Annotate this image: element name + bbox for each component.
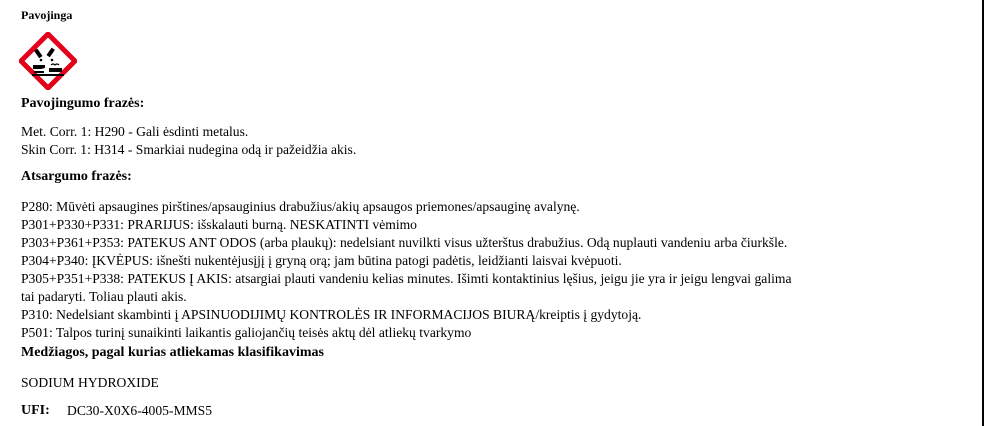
precautionary-statement-line: P280: Mūvėti apsaugines pirštines/apsauginius drabužius/akių apsaugos priemones/apsauginę avalynę.	[21, 199, 580, 214]
precautionary-statement-line: P310: Nedelsiant skambinti į APSINUODIJIMŲ KONTROLĖS IR INFORMACIJOS BIURĄ/kreiptis į gydytoją.	[21, 307, 642, 322]
substance-name: SODIUM HYDROXIDE	[21, 375, 159, 390]
hazard-statement-line: Skin Corr. 1: H314 - Smarkiai nudegina odą ir pažeidžia akis.	[21, 142, 357, 157]
hazard-statement-line: Met. Corr. 1: H290 - Gali ėsdinti metalus.	[21, 124, 249, 139]
precautionary-statement-line: P304+P340: ĮKVĖPUS: išnešti nukentėjusįjį į gryną orą; jam būtina patogi padėtis, leidžianti laisvai kvėpuoti.	[21, 253, 622, 268]
hazard-statements-title: Pavojingumo frazės:	[21, 96, 145, 111]
precautionary-statement-line: P501: Talpos turinį sunaikinti laikantis galiojančių teisės aktų dėl atliekų tvarkymo	[21, 325, 472, 340]
precautionary-statement-line: P301+P330+P331: PRARIJUS: išskalauti burną. NESKATINTI vėmimo	[21, 217, 417, 232]
substances-title: Medžiagos, pagal kurias atliekamas klasifikavimas	[21, 345, 324, 360]
ufi-label: UFI:	[21, 403, 50, 418]
precautionary-statement-line: tai padaryti. Toliau plauti akis.	[21, 289, 187, 304]
corrosion-icon	[19, 32, 77, 90]
precautionary-statements-title: Atsargumo frazės:	[21, 169, 132, 184]
precautionary-statement-line: P303+P361+P353: PATEKUS ANT ODOS (arba plaukų): nedelsiant nuvilkti visus užterštus drabužius. Odą nuplauti vandeniu arba čiurkšle.	[21, 235, 788, 250]
precautionary-statement-line: P305+P351+P338: PATEKUS Į AKIS: atsargiai plauti vandeniu kelias minutes. Išimti kontaktinius lęšius, jeigu jie yra ir jeigu lengvai galima	[21, 271, 792, 286]
signal-word: Pavojinga	[21, 8, 73, 22]
ufi-value: DC30-X0X6-4005-MMS5	[67, 403, 213, 418]
